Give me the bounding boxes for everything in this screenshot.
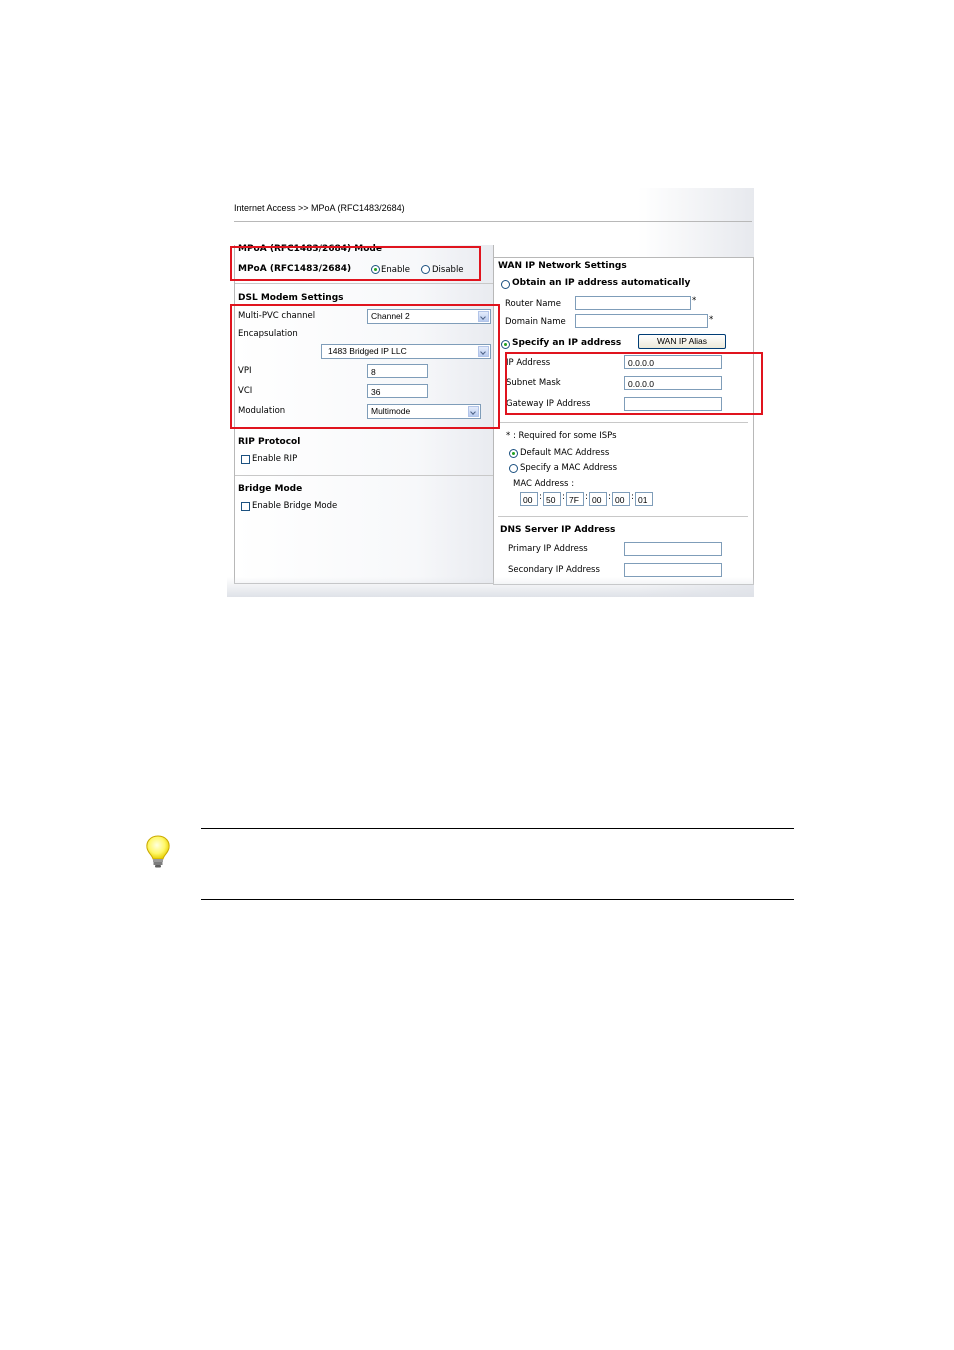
mac-octet-4[interactable]: 00 xyxy=(589,492,607,506)
ip-address-input[interactable]: 0.0.0.0 xyxy=(624,355,722,369)
section-divider xyxy=(498,516,748,517)
enable-bridge-label: Enable Bridge Mode xyxy=(252,501,338,511)
mode-label: MPoA (RFC1483/2684) xyxy=(238,264,352,274)
default-mac-radio[interactable] xyxy=(509,449,518,458)
dns-section-title: DNS Server IP Address xyxy=(500,525,616,535)
primary-dns-input[interactable] xyxy=(624,542,722,556)
mac-octet-3[interactable]: 7F xyxy=(566,492,584,506)
default-mac-label: Default MAC Address xyxy=(520,448,610,458)
required-note: * : Required for some ISPs xyxy=(506,431,617,441)
lightbulb-icon xyxy=(143,834,173,870)
vpi-label: VPI xyxy=(238,366,252,376)
domain-name-label: Domain Name xyxy=(505,317,566,327)
mac-separator: : xyxy=(631,492,634,502)
mode-enable-label: Enable xyxy=(381,265,410,275)
wan-section-title: WAN IP Network Settings xyxy=(498,261,627,271)
obtain-ip-label: Obtain an IP address automatically xyxy=(512,278,691,288)
mac-octet-2[interactable]: 50 xyxy=(543,492,561,506)
pvc-channel-value: Channel 2 xyxy=(371,311,410,321)
screenshot-bottom-fade xyxy=(227,577,754,597)
secondary-dns-label: Secondary IP Address xyxy=(508,565,600,575)
mac-address-label: MAC Address : xyxy=(513,479,575,489)
specify-ip-radio[interactable] xyxy=(501,340,510,349)
enable-bridge-checkbox[interactable] xyxy=(241,502,250,511)
ip-address-label: IP Address xyxy=(506,358,551,368)
obtain-ip-radio[interactable] xyxy=(501,280,510,289)
specify-mac-radio[interactable] xyxy=(509,464,518,473)
router-name-input[interactable] xyxy=(575,296,691,310)
encapsulation-value: 1483 Bridged IP LLC xyxy=(328,346,407,356)
secondary-dns-input[interactable] xyxy=(624,563,722,577)
router-name-label: Router Name xyxy=(505,299,561,309)
bridge-section-title: Bridge Mode xyxy=(238,484,303,494)
mac-separator: : xyxy=(608,492,611,502)
mode-disable-label: Disable xyxy=(432,265,464,275)
specify-ip-label: Specify an IP address xyxy=(512,338,622,348)
vci-label: VCI xyxy=(238,386,253,396)
dsl-highlight-box xyxy=(230,304,500,429)
encapsulation-label: Encapsulation xyxy=(238,329,298,339)
section-divider xyxy=(498,422,748,423)
gateway-label: Gateway IP Address xyxy=(506,399,591,409)
breadcrumb-divider xyxy=(234,221,752,222)
subnet-mask-label: Subnet Mask xyxy=(506,378,561,388)
mac-octet-6[interactable]: 01 xyxy=(635,492,653,506)
note-top-rule xyxy=(201,828,794,829)
wan-ip-highlight-box xyxy=(505,352,763,415)
router-name-required: * xyxy=(692,296,697,306)
vci-input[interactable]: 36 xyxy=(367,384,428,398)
vpi-input[interactable]: 8 xyxy=(367,364,428,378)
mac-octet-1[interactable]: 00 xyxy=(520,492,538,506)
wan-settings-panel xyxy=(493,257,754,585)
modulation-label: Modulation xyxy=(238,406,286,416)
section-divider xyxy=(235,283,493,284)
enable-rip-label: Enable RIP xyxy=(252,454,298,464)
mode-highlight-box xyxy=(230,246,481,281)
breadcrumb: Internet Access >> MPoA (RFC1483/2684) xyxy=(234,203,405,213)
rip-section-title: RIP Protocol xyxy=(238,437,301,447)
mac-separator: : xyxy=(539,492,542,502)
enable-rip-checkbox[interactable] xyxy=(241,455,250,464)
mode-section-title: MPoA (RFC1483/2684) Mode xyxy=(238,244,382,254)
specify-mac-label: Specify a MAC Address xyxy=(520,463,618,473)
subnet-mask-input[interactable]: 0.0.0.0 xyxy=(624,376,722,390)
wan-ip-alias-button[interactable]: WAN IP Alias xyxy=(638,334,726,349)
dsl-section-title: DSL Modem Settings xyxy=(238,293,344,303)
domain-name-required: * xyxy=(709,315,714,325)
pvc-channel-label: Multi-PVC channel xyxy=(238,311,316,321)
primary-dns-label: Primary IP Address xyxy=(508,544,588,554)
mac-separator: : xyxy=(585,492,588,502)
domain-name-input[interactable] xyxy=(575,314,708,328)
mac-separator: : xyxy=(562,492,565,502)
section-divider xyxy=(235,475,493,476)
modulation-value: Multimode xyxy=(371,406,411,416)
mac-octet-5[interactable]: 00 xyxy=(612,492,630,506)
note-bottom-rule xyxy=(201,899,794,900)
